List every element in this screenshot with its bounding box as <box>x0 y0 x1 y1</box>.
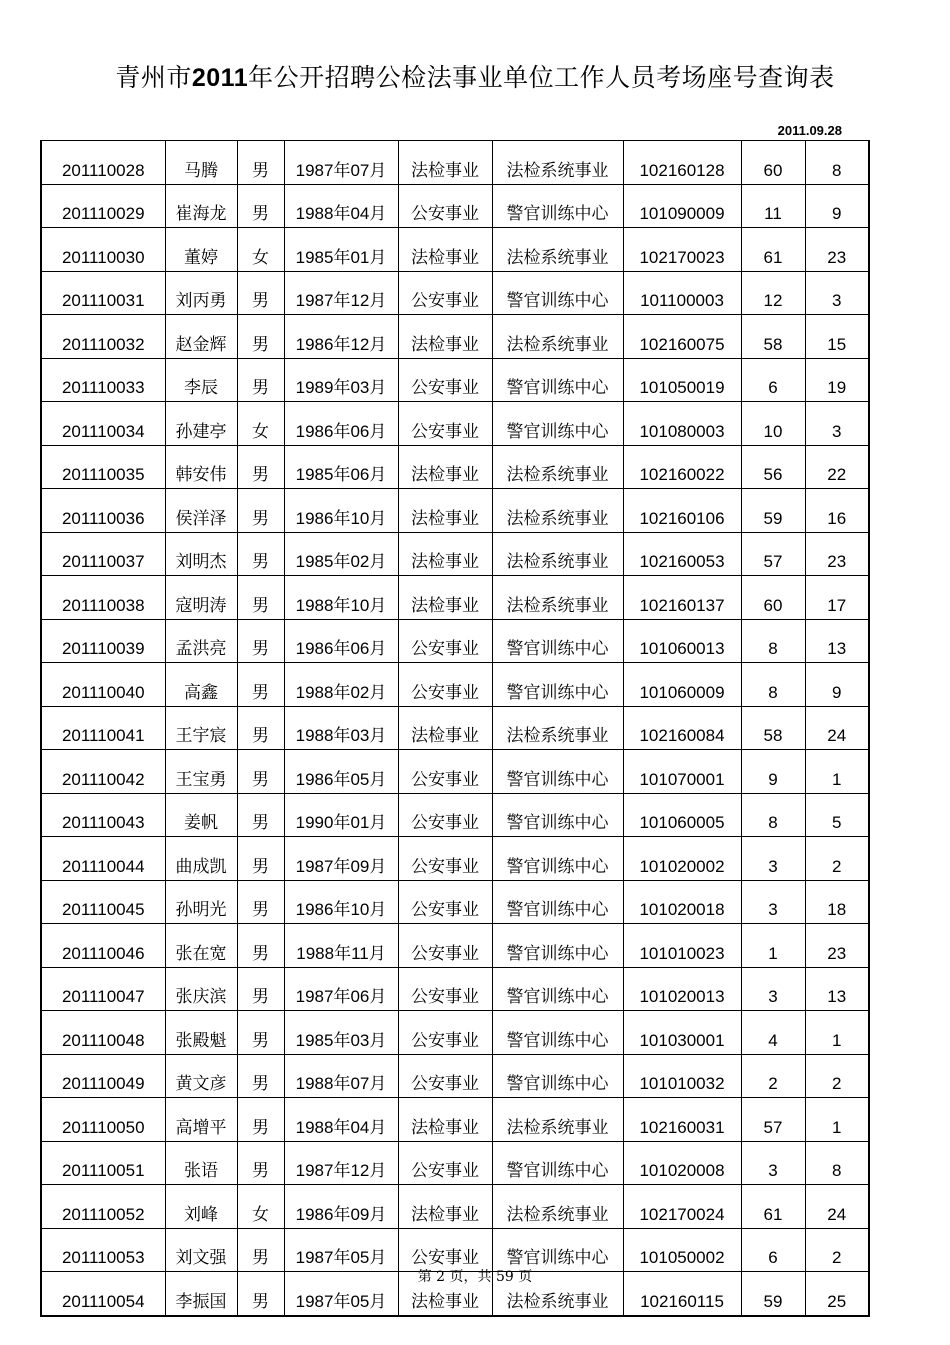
cell-birth-date: 1987年07月 <box>284 141 398 185</box>
cell-position: 法检系统事业 <box>492 1098 623 1142</box>
table-row <box>41 141 869 185</box>
cell-birth-date: 1986年05月 <box>284 750 398 794</box>
cell-exam-id: 201110045 <box>41 880 165 924</box>
cell-position: 警官训练中心 <box>492 967 623 1011</box>
cell-category: 公安事业 <box>398 1054 492 1098</box>
cell-position: 警官训练中心 <box>492 1141 623 1185</box>
cell-birth-date: 1986年10月 <box>284 880 398 924</box>
cell-category: 公安事业 <box>398 1141 492 1185</box>
cell-position-code: 101100003 <box>623 271 741 315</box>
cell-position-code: 101060005 <box>623 793 741 837</box>
cell-room: 3 <box>741 837 805 881</box>
cell-position: 警官训练中心 <box>492 924 623 968</box>
cell-name: 董婷 <box>165 228 237 272</box>
cell-position: 警官训练中心 <box>492 271 623 315</box>
cell-position: 警官训练中心 <box>492 358 623 402</box>
cell-category: 法检事业 <box>398 1185 492 1229</box>
cell-exam-id: 201110043 <box>41 793 165 837</box>
cell-gender: 男 <box>237 532 284 576</box>
cell-name: 高鑫 <box>165 663 237 707</box>
footer-post: 页 <box>513 1269 533 1285</box>
cell-exam-id: 201110038 <box>41 576 165 620</box>
cell-room: 8 <box>741 619 805 663</box>
cell-category: 公安事业 <box>398 663 492 707</box>
cell-exam-id: 201110032 <box>41 315 165 359</box>
cell-seat: 8 <box>805 141 869 185</box>
cell-category: 公安事业 <box>398 271 492 315</box>
cell-room: 3 <box>741 967 805 1011</box>
cell-gender: 男 <box>237 924 284 968</box>
cell-position: 法检系统事业 <box>492 576 623 620</box>
cell-room: 59 <box>741 489 805 533</box>
cell-gender: 男 <box>237 663 284 707</box>
cell-gender: 男 <box>237 489 284 533</box>
cell-position-code: 101010023 <box>623 924 741 968</box>
cell-position-code: 101030001 <box>623 1011 741 1055</box>
cell-room: 2 <box>741 1054 805 1098</box>
cell-birth-date: 1988年10月 <box>284 576 398 620</box>
cell-exam-id: 201110050 <box>41 1098 165 1142</box>
cell-category: 公安事业 <box>398 837 492 881</box>
cell-room: 58 <box>741 706 805 750</box>
cell-seat: 18 <box>805 880 869 924</box>
cell-category: 公安事业 <box>398 184 492 228</box>
cell-exam-id: 201110049 <box>41 1054 165 1098</box>
cell-position-code: 101010032 <box>623 1054 741 1098</box>
cell-seat: 23 <box>805 924 869 968</box>
cell-position-code: 102170023 <box>623 228 741 272</box>
cell-birth-date: 1987年06月 <box>284 967 398 1011</box>
cell-name: 李振国 <box>165 1272 237 1316</box>
cell-exam-id: 201110044 <box>41 837 165 881</box>
cell-seat: 24 <box>805 1185 869 1229</box>
cell-name: 寇明涛 <box>165 576 237 620</box>
cell-birth-date: 1987年12月 <box>284 1141 398 1185</box>
cell-category: 法检事业 <box>398 315 492 359</box>
cell-name: 张在宽 <box>165 924 237 968</box>
title-prefix: 青州市 <box>115 63 192 92</box>
cell-position: 法检系统事业 <box>492 141 623 185</box>
page-footer <box>0 1266 950 1286</box>
cell-birth-date: 1990年01月 <box>284 793 398 837</box>
cell-name: 韩安伟 <box>165 445 237 489</box>
seat-table <box>40 140 870 1317</box>
cell-birth-date: 1986年06月 <box>284 619 398 663</box>
table-row <box>41 184 869 228</box>
cell-gender: 女 <box>237 1185 284 1229</box>
cell-exam-id: 201110040 <box>41 663 165 707</box>
cell-birth-date: 1987年05月 <box>284 1272 398 1316</box>
cell-name: 王宝勇 <box>165 750 237 794</box>
cell-position: 法检系统事业 <box>492 228 623 272</box>
cell-gender: 男 <box>237 967 284 1011</box>
cell-seat: 1 <box>805 1098 869 1142</box>
table-row <box>41 315 869 359</box>
cell-room: 61 <box>741 1185 805 1229</box>
cell-room: 10 <box>741 402 805 446</box>
cell-seat: 24 <box>805 706 869 750</box>
table-row <box>41 663 869 707</box>
cell-position: 法检系统事业 <box>492 489 623 533</box>
cell-room: 57 <box>741 1098 805 1142</box>
cell-position-code: 101060013 <box>623 619 741 663</box>
cell-exam-id: 201110028 <box>41 141 165 185</box>
cell-seat: 9 <box>805 663 869 707</box>
cell-birth-date: 1987年12月 <box>284 271 398 315</box>
cell-name: 赵金辉 <box>165 315 237 359</box>
cell-gender: 男 <box>237 315 284 359</box>
cell-position-code: 101060009 <box>623 663 741 707</box>
cell-seat: 1 <box>805 750 869 794</box>
cell-seat: 5 <box>805 793 869 837</box>
cell-room: 11 <box>741 184 805 228</box>
cell-seat: 19 <box>805 358 869 402</box>
cell-room: 58 <box>741 315 805 359</box>
cell-name: 张庆滨 <box>165 967 237 1011</box>
table-row <box>41 1228 869 1272</box>
cell-exam-id: 201110053 <box>41 1228 165 1272</box>
cell-birth-date: 1985年03月 <box>284 1011 398 1055</box>
cell-position: 警官训练中心 <box>492 1011 623 1055</box>
cell-position-code: 101090009 <box>623 184 741 228</box>
cell-seat: 15 <box>805 315 869 359</box>
page-title <box>0 58 950 94</box>
cell-position-code: 101020008 <box>623 1141 741 1185</box>
table-row <box>41 706 869 750</box>
cell-gender: 男 <box>237 880 284 924</box>
table-row <box>41 271 869 315</box>
cell-category: 公安事业 <box>398 1011 492 1055</box>
table-row <box>41 532 869 576</box>
cell-room: 61 <box>741 228 805 272</box>
cell-room: 12 <box>741 271 805 315</box>
cell-name: 王宇宸 <box>165 706 237 750</box>
cell-position-code: 102170024 <box>623 1185 741 1229</box>
cell-gender: 男 <box>237 184 284 228</box>
cell-gender: 男 <box>237 706 284 750</box>
cell-room: 1 <box>741 924 805 968</box>
cell-name: 刘明杰 <box>165 532 237 576</box>
cell-exam-id: 201110037 <box>41 532 165 576</box>
cell-position-code: 102160075 <box>623 315 741 359</box>
cell-position-code: 102160031 <box>623 1098 741 1142</box>
cell-room: 57 <box>741 532 805 576</box>
cell-seat: 13 <box>805 967 869 1011</box>
cell-exam-id: 201110051 <box>41 1141 165 1185</box>
cell-birth-date: 1985年06月 <box>284 445 398 489</box>
cell-birth-date: 1985年02月 <box>284 532 398 576</box>
cell-seat: 1 <box>805 1011 869 1055</box>
table-row <box>41 1141 869 1185</box>
cell-category: 法检事业 <box>398 1098 492 1142</box>
footer-total-pages: 59 <box>496 1269 514 1285</box>
cell-name: 刘丙勇 <box>165 271 237 315</box>
cell-exam-id: 201110039 <box>41 619 165 663</box>
cell-position: 法检系统事业 <box>492 315 623 359</box>
cell-position-code: 101020013 <box>623 967 741 1011</box>
cell-exam-id: 201110054 <box>41 1272 165 1316</box>
cell-exam-id: 201110046 <box>41 924 165 968</box>
cell-position-code: 102160128 <box>623 141 741 185</box>
cell-name: 黄文彦 <box>165 1054 237 1098</box>
cell-birth-date: 1988年11月 <box>284 924 398 968</box>
cell-category: 公安事业 <box>398 358 492 402</box>
cell-category: 法检事业 <box>398 532 492 576</box>
cell-position: 警官训练中心 <box>492 1228 623 1272</box>
cell-seat: 9 <box>805 184 869 228</box>
table-row <box>41 228 869 272</box>
title-suffix: 年公开招聘公检法事业单位工作人员考场座号查询表 <box>248 63 835 92</box>
cell-position: 法检系统事业 <box>492 532 623 576</box>
cell-birth-date: 1989年03月 <box>284 358 398 402</box>
cell-birth-date: 1988年07月 <box>284 1054 398 1098</box>
footer-pre: 第 <box>417 1269 437 1285</box>
cell-seat: 17 <box>805 576 869 620</box>
footer-page-number: 2 <box>436 1269 446 1285</box>
cell-category: 法检事业 <box>398 228 492 272</box>
date-label: 2011.09.28 <box>777 123 842 138</box>
cell-name: 高增平 <box>165 1098 237 1142</box>
cell-position: 警官训练中心 <box>492 184 623 228</box>
table-row <box>41 1011 869 1055</box>
cell-gender: 男 <box>237 1141 284 1185</box>
cell-room: 6 <box>741 1228 805 1272</box>
cell-name: 刘峰 <box>165 1185 237 1229</box>
cell-category: 法检事业 <box>398 141 492 185</box>
cell-gender: 男 <box>237 576 284 620</box>
cell-position-code: 102160137 <box>623 576 741 620</box>
cell-position-code: 101020002 <box>623 837 741 881</box>
cell-seat: 3 <box>805 271 869 315</box>
cell-category: 公安事业 <box>398 967 492 1011</box>
cell-position-code: 102160084 <box>623 706 741 750</box>
cell-seat: 3 <box>805 402 869 446</box>
cell-room: 60 <box>741 141 805 185</box>
cell-birth-date: 1988年03月 <box>284 706 398 750</box>
cell-category: 公安事业 <box>398 880 492 924</box>
cell-position-code: 102160115 <box>623 1272 741 1316</box>
cell-name: 刘文强 <box>165 1228 237 1272</box>
cell-exam-id: 201110030 <box>41 228 165 272</box>
cell-name: 曲成凯 <box>165 837 237 881</box>
cell-room: 4 <box>741 1011 805 1055</box>
cell-seat: 25 <box>805 1272 869 1316</box>
cell-birth-date: 1986年12月 <box>284 315 398 359</box>
cell-exam-id: 201110029 <box>41 184 165 228</box>
table-row <box>41 924 869 968</box>
cell-exam-id: 201110031 <box>41 271 165 315</box>
cell-gender: 男 <box>237 750 284 794</box>
cell-position: 警官训练中心 <box>492 402 623 446</box>
table-row <box>41 1185 869 1229</box>
cell-category: 法检事业 <box>398 445 492 489</box>
cell-name: 马腾 <box>165 141 237 185</box>
cell-position-code: 101050002 <box>623 1228 741 1272</box>
cell-gender: 女 <box>237 402 284 446</box>
cell-exam-id: 201110036 <box>41 489 165 533</box>
cell-room: 9 <box>741 750 805 794</box>
cell-seat: 22 <box>805 445 869 489</box>
cell-category: 公安事业 <box>398 793 492 837</box>
cell-position: 警官训练中心 <box>492 793 623 837</box>
cell-room: 6 <box>741 358 805 402</box>
cell-position-code: 101080003 <box>623 402 741 446</box>
title-year: 2011 <box>191 64 249 92</box>
cell-gender: 男 <box>237 358 284 402</box>
cell-exam-id: 201110033 <box>41 358 165 402</box>
cell-position: 警官训练中心 <box>492 663 623 707</box>
cell-gender: 男 <box>237 1228 284 1272</box>
table-row <box>41 750 869 794</box>
cell-seat: 2 <box>805 1228 869 1272</box>
cell-room: 3 <box>741 1141 805 1185</box>
cell-position-code: 101050019 <box>623 358 741 402</box>
cell-birth-date: 1988年02月 <box>284 663 398 707</box>
cell-name: 崔海龙 <box>165 184 237 228</box>
table-row <box>41 619 869 663</box>
cell-gender: 男 <box>237 1272 284 1316</box>
cell-gender: 男 <box>237 619 284 663</box>
cell-position: 警官训练中心 <box>492 837 623 881</box>
cell-position: 警官训练中心 <box>492 1054 623 1098</box>
cell-exam-id: 201110035 <box>41 445 165 489</box>
footer-mid: 页，共 <box>445 1269 496 1285</box>
cell-seat: 23 <box>805 532 869 576</box>
cell-category: 公安事业 <box>398 619 492 663</box>
cell-gender: 男 <box>237 1098 284 1142</box>
cell-gender: 男 <box>237 837 284 881</box>
cell-birth-date: 1986年09月 <box>284 1185 398 1229</box>
cell-name: 张殿魁 <box>165 1011 237 1055</box>
cell-exam-id: 201110042 <box>41 750 165 794</box>
cell-birth-date: 1986年10月 <box>284 489 398 533</box>
table-row <box>41 576 869 620</box>
table-row <box>41 489 869 533</box>
cell-position: 警官训练中心 <box>492 750 623 794</box>
cell-gender: 男 <box>237 141 284 185</box>
cell-position-code: 102160022 <box>623 445 741 489</box>
cell-room: 56 <box>741 445 805 489</box>
cell-name: 姜帆 <box>165 793 237 837</box>
cell-position: 警官训练中心 <box>492 880 623 924</box>
cell-birth-date: 1986年06月 <box>284 402 398 446</box>
cell-room: 60 <box>741 576 805 620</box>
cell-gender: 男 <box>237 445 284 489</box>
cell-category: 公安事业 <box>398 1228 492 1272</box>
cell-birth-date: 1987年09月 <box>284 837 398 881</box>
table-row <box>41 402 869 446</box>
cell-category: 公安事业 <box>398 924 492 968</box>
cell-position: 警官训练中心 <box>492 619 623 663</box>
cell-room: 8 <box>741 793 805 837</box>
cell-birth-date: 1988年04月 <box>284 1098 398 1142</box>
table-row <box>41 967 869 1011</box>
cell-exam-id: 201110047 <box>41 967 165 1011</box>
cell-exam-id: 201110041 <box>41 706 165 750</box>
cell-gender: 男 <box>237 793 284 837</box>
cell-gender: 男 <box>237 1054 284 1098</box>
cell-room: 3 <box>741 880 805 924</box>
cell-name: 孙建亭 <box>165 402 237 446</box>
cell-birth-date: 1985年01月 <box>284 228 398 272</box>
table-row <box>41 1054 869 1098</box>
cell-category: 法检事业 <box>398 489 492 533</box>
table-row <box>41 1098 869 1142</box>
cell-room: 8 <box>741 663 805 707</box>
cell-position-code: 101070001 <box>623 750 741 794</box>
cell-name: 侯洋泽 <box>165 489 237 533</box>
table-row <box>41 880 869 924</box>
cell-position: 法检系统事业 <box>492 706 623 750</box>
cell-exam-id: 201110034 <box>41 402 165 446</box>
cell-seat: 2 <box>805 837 869 881</box>
cell-exam-id: 201110052 <box>41 1185 165 1229</box>
cell-category: 法检事业 <box>398 576 492 620</box>
cell-exam-id: 201110048 <box>41 1011 165 1055</box>
cell-birth-date: 1988年04月 <box>284 184 398 228</box>
cell-category: 公安事业 <box>398 402 492 446</box>
cell-gender: 男 <box>237 1011 284 1055</box>
cell-name: 李辰 <box>165 358 237 402</box>
cell-seat: 13 <box>805 619 869 663</box>
table-row <box>41 445 869 489</box>
table-row <box>41 837 869 881</box>
cell-category: 法检事业 <box>398 1272 492 1316</box>
cell-name: 张语 <box>165 1141 237 1185</box>
cell-room: 59 <box>741 1272 805 1316</box>
cell-category: 法检事业 <box>398 706 492 750</box>
cell-gender: 男 <box>237 271 284 315</box>
cell-position: 法检系统事业 <box>492 1185 623 1229</box>
cell-seat: 23 <box>805 228 869 272</box>
cell-seat: 16 <box>805 489 869 533</box>
cell-gender: 女 <box>237 228 284 272</box>
cell-category: 公安事业 <box>398 750 492 794</box>
cell-position-code: 102160053 <box>623 532 741 576</box>
table-body <box>41 141 869 1316</box>
cell-position-code: 101020018 <box>623 880 741 924</box>
cell-name: 孟洪亮 <box>165 619 237 663</box>
cell-position: 法检系统事业 <box>492 1272 623 1316</box>
cell-seat: 8 <box>805 1141 869 1185</box>
cell-birth-date: 1987年05月 <box>284 1228 398 1272</box>
cell-name: 孙明光 <box>165 880 237 924</box>
cell-position-code: 102160106 <box>623 489 741 533</box>
table-row <box>41 358 869 402</box>
cell-seat: 2 <box>805 1054 869 1098</box>
table-row <box>41 793 869 837</box>
cell-position: 法检系统事业 <box>492 445 623 489</box>
